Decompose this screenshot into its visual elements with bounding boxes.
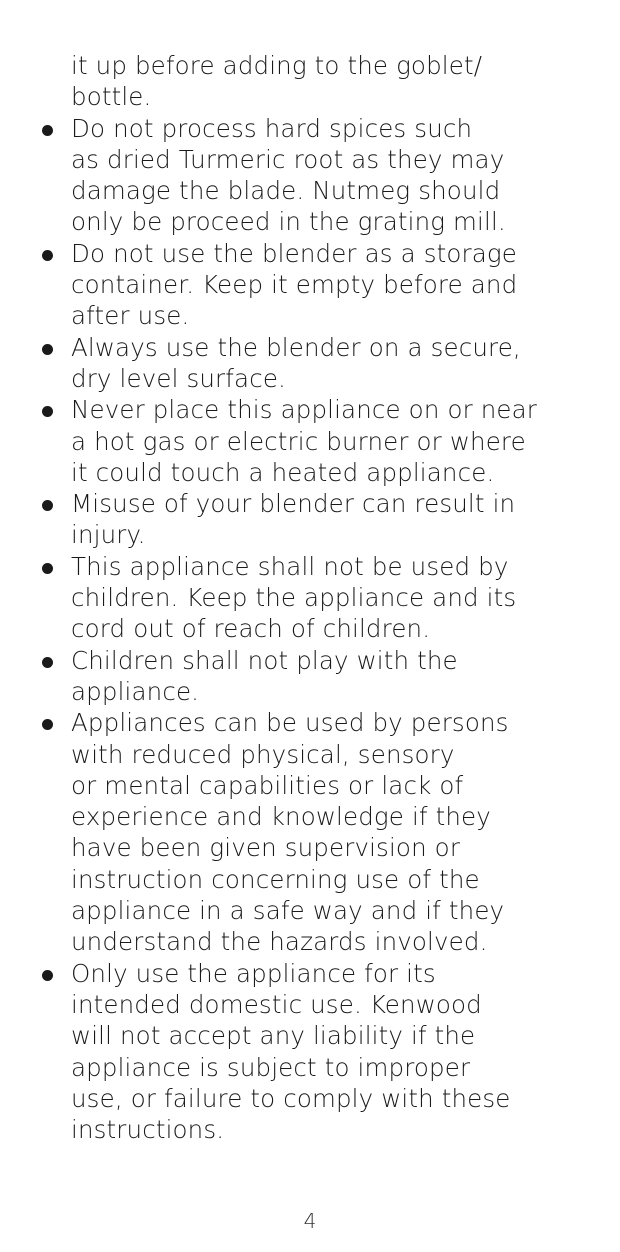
bullet-dot-icon xyxy=(42,344,53,355)
text-line: have been given supervision or xyxy=(71,833,461,863)
text-line: Never place this appliance on or near xyxy=(71,395,538,425)
text-line: cord out of reach of children. xyxy=(71,614,431,644)
text-line: a hot gas or electric burner or where xyxy=(71,426,526,456)
text-line: bottle. xyxy=(71,82,152,112)
text-line: Do not process hard spices such xyxy=(71,113,473,143)
page-number: 4 xyxy=(303,1209,317,1233)
bullet-dot-icon xyxy=(42,250,53,261)
bullet-item xyxy=(40,394,600,488)
text-line: it up before adding to the goblet/ xyxy=(71,51,483,80)
bullet-dot-icon xyxy=(42,500,53,511)
text-line: intended domestic use. Kenwood xyxy=(71,989,482,1019)
text-line: appliance. xyxy=(71,676,200,706)
text-line: as dried Turmeric root as they may xyxy=(71,144,505,174)
text-line: injury. xyxy=(71,520,146,550)
bullet-item xyxy=(40,958,600,1146)
text-line: experience and knowledge if they xyxy=(71,802,491,832)
bullet-dot-icon xyxy=(42,657,53,668)
text-line: instruction concerning use of the xyxy=(71,864,480,894)
text-line: Always use the blender on a secure, xyxy=(71,332,521,362)
bullet-dot-icon xyxy=(42,719,53,730)
text-line: Only use the appliance for its xyxy=(71,958,436,988)
safety-instructions xyxy=(40,50,600,1145)
text-line: understand the hazards involved. xyxy=(71,927,488,957)
text-line: dry level surface. xyxy=(71,363,286,393)
text-line: container. Keep it empty before and xyxy=(71,270,518,300)
text-line: Appliances can be used by persons xyxy=(71,708,509,738)
text-line: it could touch a heated appliance. xyxy=(71,457,495,487)
bullet-item xyxy=(40,113,600,238)
bullet-item xyxy=(40,488,600,551)
text-line: after use. xyxy=(71,301,190,331)
bullet-item xyxy=(40,238,600,332)
text-line: Misuse of your blender can result in xyxy=(71,489,516,519)
bullet-item xyxy=(40,707,600,957)
text-line: with reduced physical, sensory xyxy=(71,739,455,769)
bullet-item xyxy=(40,332,600,395)
bullet-item xyxy=(40,551,600,645)
bullet-item xyxy=(40,645,600,708)
text-line: Children shall not play with the xyxy=(71,645,458,675)
text-line: only be proceed in the grating mill. xyxy=(71,207,506,237)
bullet-dot-icon xyxy=(42,125,53,136)
text-line: appliance in a safe way and if they xyxy=(71,896,505,926)
text-line: This appliance shall not be used by xyxy=(71,551,509,581)
text-line: instructions. xyxy=(71,1115,225,1145)
text-line: or mental capabilities or lack of xyxy=(71,770,464,800)
bullet-dot-icon xyxy=(42,406,53,417)
text-line: children. Keep the appliance and its xyxy=(71,583,517,613)
text-line: Do not use the blender as a storage xyxy=(71,238,517,268)
bullet-dot-icon xyxy=(42,563,53,574)
text-line: use, or failure to comply with these xyxy=(71,1083,511,1113)
continuation-paragraph xyxy=(40,50,600,113)
text-line: will not accept any liability if the xyxy=(71,1021,476,1051)
text-line: appliance is subject to improper xyxy=(71,1052,471,1082)
bullet-dot-icon xyxy=(42,970,53,981)
text-line: damage the blade. Nutmeg should xyxy=(71,176,501,206)
